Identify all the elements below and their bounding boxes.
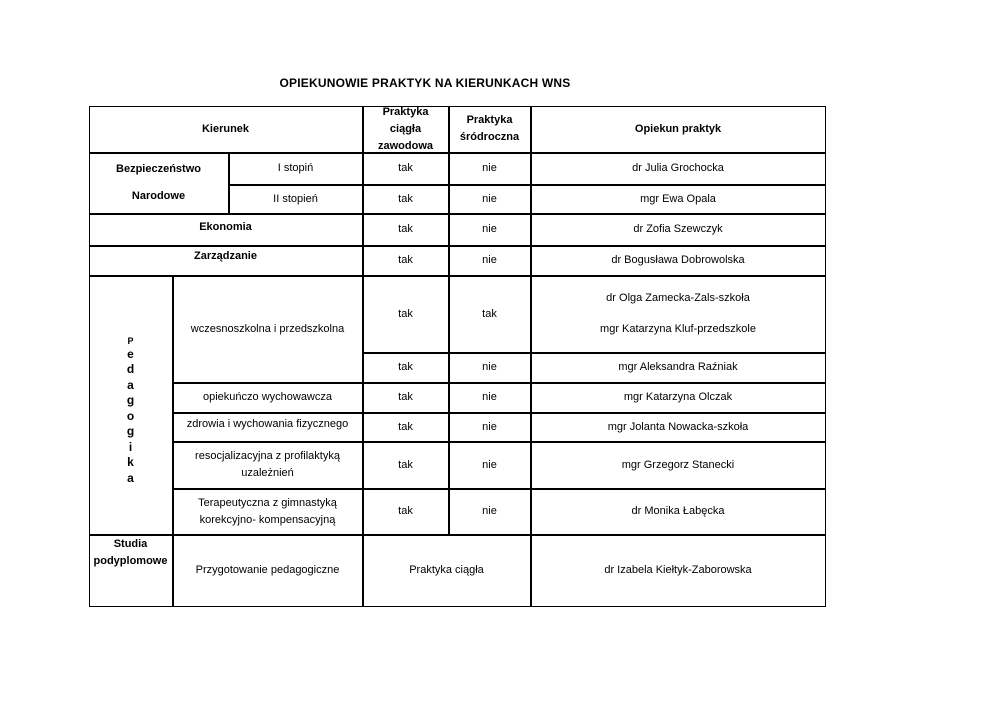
pedagogika-letter-1: e <box>127 346 134 361</box>
page-title: OPIEKUNOWIE PRAKTYK NA KIERUNKACH WNS <box>279 76 571 90</box>
zdrowia-opiekun: mgr Jolanta Nowacka-szkoła <box>531 413 826 442</box>
terapeutyczna-opiekun: dr Monika Łabęcka <box>531 489 826 535</box>
pedagogika-letter-8: k <box>127 455 134 469</box>
terapeutyczna-srodroczna: nie <box>449 489 531 535</box>
ekonomia-name: Ekonomia <box>89 214 363 246</box>
supervisors-table <box>89 106 826 607</box>
wczesnoszkolna-2-opiekun: mgr Aleksandra Raźniak <box>531 353 826 383</box>
pedagogika-letter-4: g <box>126 393 135 407</box>
zdrowia-name: zdrowia i wychowania fizycznego <box>173 413 363 442</box>
resocjalizacyjna-line1: resocjalizacyjna z profilaktyką <box>195 450 340 462</box>
header-praktyka-srodroczna-line2: śródroczna <box>459 131 520 143</box>
bezpieczenstwo-level-2: II stopień <box>229 185 363 214</box>
header-kierunek <box>89 106 363 153</box>
ekonomia-opiekun: dr Zofia Szewczyk <box>531 214 826 246</box>
wczesnoszkolna-2-ciagla: tak <box>363 353 449 383</box>
bezpieczenstwo-2-ciagla: tak <box>363 185 449 214</box>
terapeutyczna-name <box>173 489 363 535</box>
zarzadzanie-name: Zarządzanie <box>89 246 363 276</box>
wczesnoszkolna-opiekun-przedszkole: mgr Katarzyna Kluf-przedszkole <box>600 322 756 335</box>
header-praktyka-ciagla <box>363 106 449 153</box>
pedagogika-letter-9: a <box>127 470 134 485</box>
zarzadzanie-ciagla: tak <box>363 246 449 276</box>
zarzadzanie-opiekun: dr Bogusława Dobrowolska <box>531 246 826 276</box>
wczesnoszkolna-1-srodroczna: tak <box>449 276 531 353</box>
pedagogika-letter-7: i <box>128 439 133 454</box>
terapeutyczna-ciagla: tak <box>363 489 449 535</box>
header-opiekun <box>531 106 826 153</box>
pedagogika-name <box>89 276 173 535</box>
terapeutyczna-line2: korekcyjno- kompensacyjną <box>199 513 336 526</box>
header-praktyka-srodroczna-line1: Praktyka <box>466 114 513 126</box>
resocjalizacyjna-name <box>173 442 363 489</box>
bezpieczenstwo-level-1: I stopiń <box>229 153 363 185</box>
header-kierunek-label: Kierunek <box>201 122 250 135</box>
ekonomia-ciagla: tak <box>363 214 449 246</box>
header-praktyka-ciagla-line1: Praktyka ciągła <box>382 105 429 135</box>
bezpieczenstwo-name <box>89 153 229 214</box>
bezpieczenstwo-1-opiekun: dr Julia Grochocka <box>531 153 826 185</box>
opiekuncza-name: opiekuńczo wychowawcza <box>173 383 363 413</box>
bezpieczenstwo-1-ciagla: tak <box>363 153 449 185</box>
bezpieczenstwo-line1: Bezpieczeństwo <box>116 163 201 176</box>
podyplomowe-opiekun: dr Izabela Kiełtyk-Zaborowska <box>531 535 826 607</box>
terapeutyczna-line1: Terapeutyczna z gimnastyką <box>198 496 337 509</box>
pedagogika-letter-5: o <box>126 408 135 423</box>
podyplomowe-line1: Studia <box>113 537 148 550</box>
header-opiekun-label: Opiekun praktyk <box>634 122 722 135</box>
pedagogika-letter-2: d <box>126 362 135 376</box>
podyplomowe-name <box>89 535 173 607</box>
podyplomowe-line2: podyplomowe <box>93 554 168 567</box>
podyplomowe-praktyka: Praktyka ciągła <box>363 535 531 607</box>
ekonomia-srodroczna: nie <box>449 214 531 246</box>
wczesnoszkolna-name: wczesnoszkolna i przedszkolna <box>173 276 363 383</box>
bezpieczenstwo-2-srodroczna: nie <box>449 185 531 214</box>
resocjalizacyjna-ciagla: tak <box>363 442 449 489</box>
opiekuncza-ciagla: tak <box>363 383 449 413</box>
header-praktyka-ciagla-line2: zawodowa <box>377 139 433 152</box>
opiekuncza-opiekun: mgr Katarzyna Olczak <box>531 383 826 413</box>
zdrowia-srodroczna: nie <box>449 413 531 442</box>
opiekuncza-srodroczna: nie <box>449 383 531 413</box>
resocjalizacyjna-line2: uzależnień <box>241 467 294 479</box>
wczesnoszkolna-1-ciagla: tak <box>363 276 449 353</box>
resocjalizacyjna-srodroczna: nie <box>449 442 531 489</box>
bezpieczenstwo-1-srodroczna: nie <box>449 153 531 185</box>
bezpieczenstwo-line2: Narodowe <box>131 189 186 202</box>
wczesnoszkolna-1-opiekun <box>531 276 826 353</box>
pedagogika-letter-0: P <box>127 335 134 346</box>
header-praktyka-srodroczna <box>449 106 531 153</box>
bezpieczenstwo-2-opiekun: mgr Ewa Opala <box>531 185 826 214</box>
wczesnoszkolna-2-srodroczna: nie <box>449 353 531 383</box>
podyplomowe-program: Przygotowanie pedagogiczne <box>173 535 363 607</box>
pedagogika-letter-6: g <box>126 424 135 438</box>
zarzadzanie-srodroczna: nie <box>449 246 531 276</box>
pedagogika-letter-3: a <box>127 377 134 392</box>
wczesnoszkolna-opiekun-szkola: dr Olga Zamecka-Zals-szkoła <box>606 292 750 305</box>
zdrowia-ciagla: tak <box>363 413 449 442</box>
resocjalizacyjna-opiekun: mgr Grzegorz Stanecki <box>531 442 826 489</box>
